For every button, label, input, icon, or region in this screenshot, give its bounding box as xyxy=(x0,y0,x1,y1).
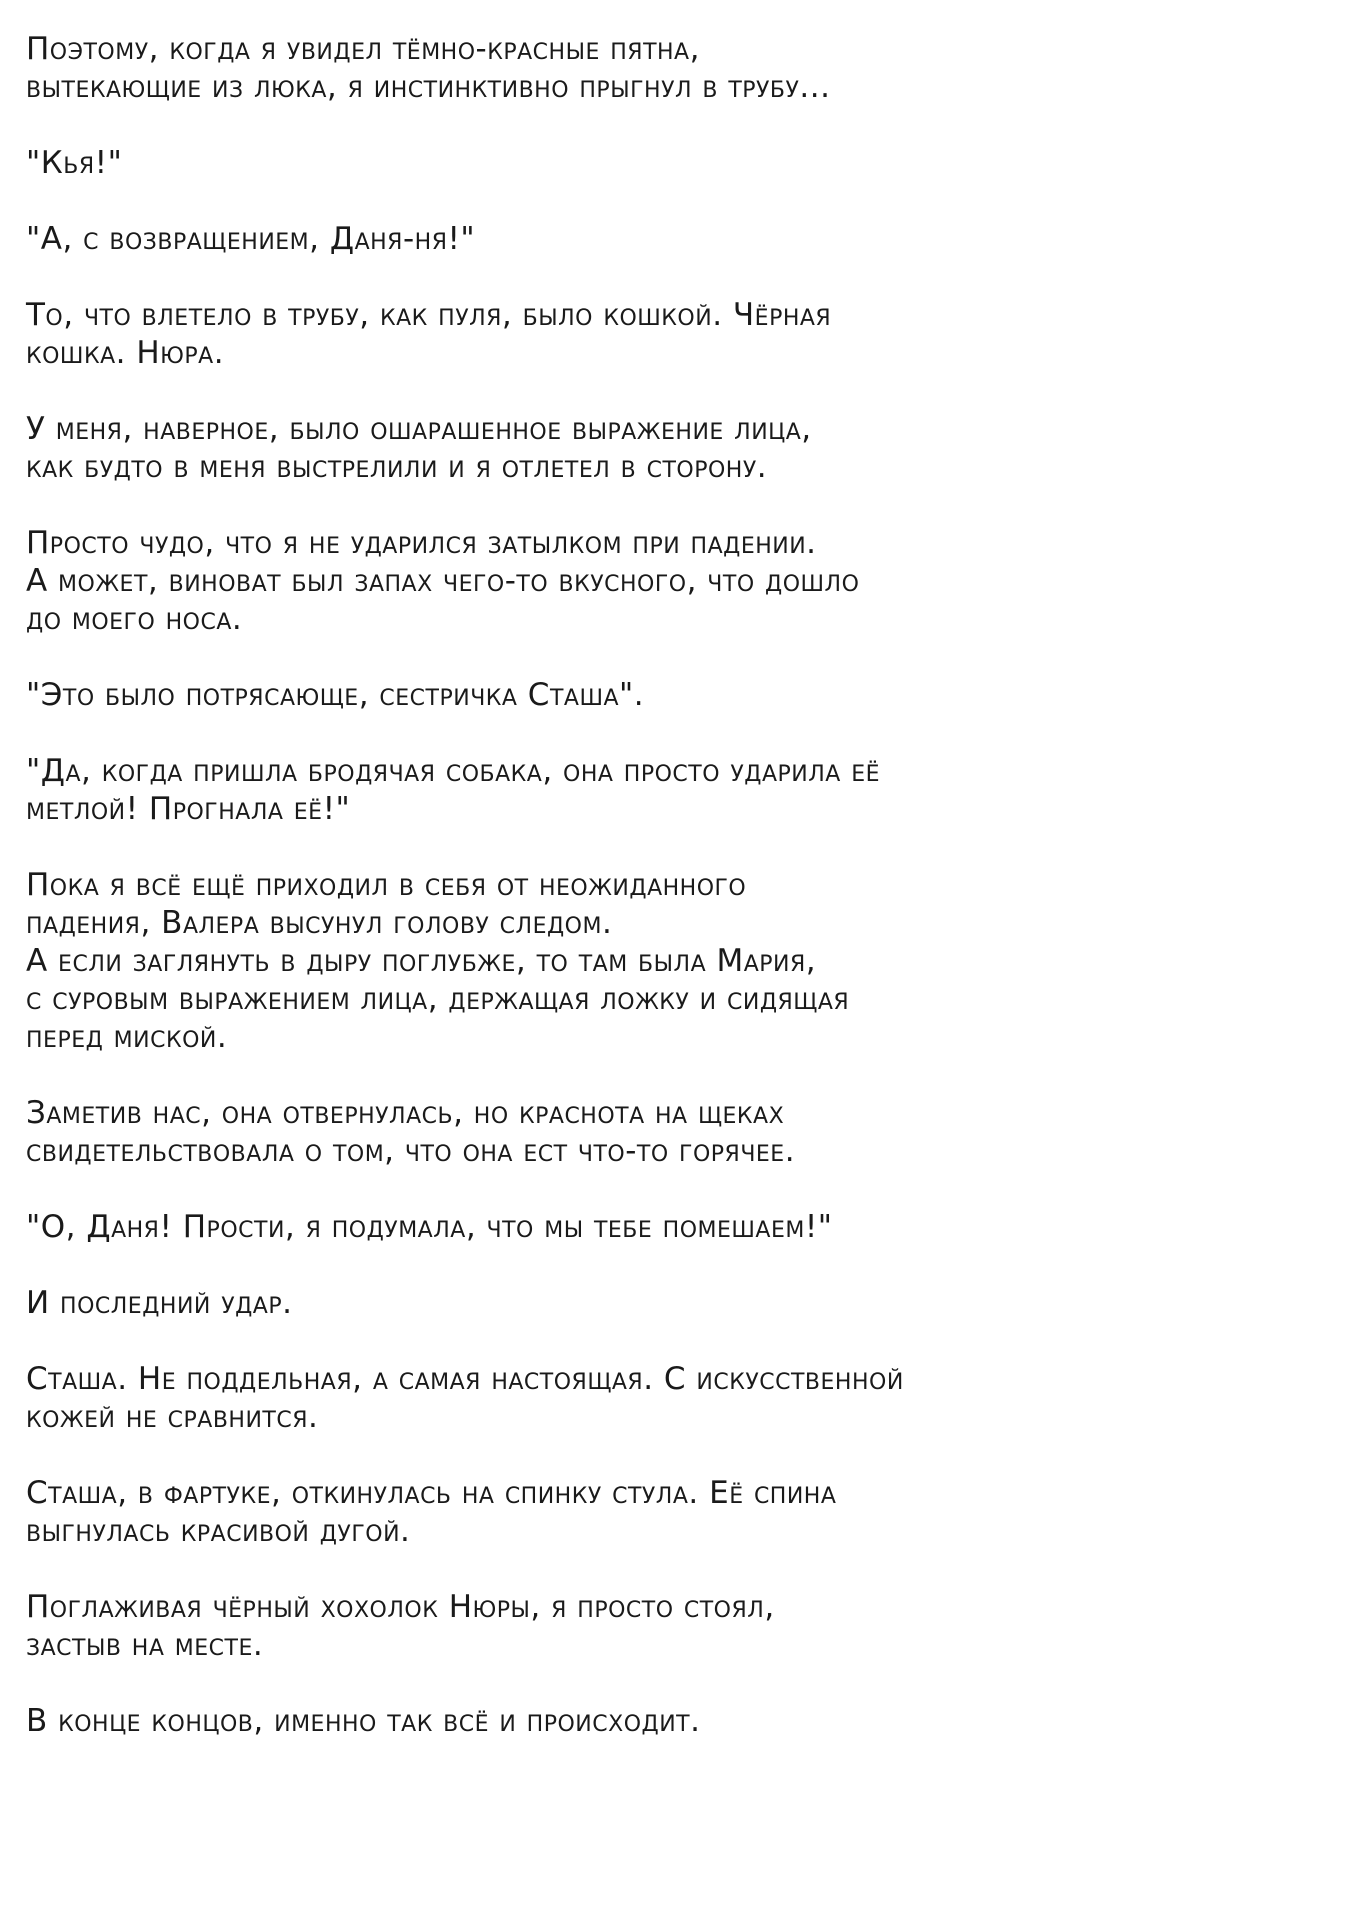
text-line: "О, Даня! Прости, я подумала, что мы тебе помешаем!" xyxy=(26,1209,833,1245)
text-line: А может, виноват был запах чего-то вкусного, что дошло xyxy=(26,563,860,599)
text-line: "Кья!" xyxy=(26,145,123,181)
paragraph-12 xyxy=(26,1284,1326,1322)
text-body xyxy=(26,30,1326,1778)
text-line: застыв на месте. xyxy=(26,1627,264,1663)
text-line: И последний удар. xyxy=(26,1285,293,1321)
paragraph-13 xyxy=(26,1360,1326,1436)
paragraph-10 xyxy=(26,1094,1326,1170)
text-line: перед миской. xyxy=(26,1019,228,1055)
text-line: Поглаживая чёрный хохолок Нюры, я просто стоял, xyxy=(26,1589,775,1625)
paragraph-15 xyxy=(26,1588,1326,1664)
text-line: Сташа. Не поддельная, а самая настоящая. С искусственной xyxy=(26,1361,904,1397)
text-line: Сташа, в фартуке, откинулась на спинку стула. Её спина xyxy=(26,1475,837,1511)
paragraph-5 xyxy=(26,410,1326,486)
text-line: То, что влетело в трубу, как пуля, было кошкой. Чёрная xyxy=(26,297,832,333)
text-line: как будто в меня выстрелили и я отлетел в сторону. xyxy=(26,449,768,485)
paragraph-1 xyxy=(26,30,1326,106)
text-line: Поэтому, когда я увидел тёмно-красные пятна, xyxy=(26,31,700,67)
paragraph-14 xyxy=(26,1474,1326,1550)
text-line: "Это было потрясающе, сестричка Сташа". xyxy=(26,677,645,713)
paragraph-16 xyxy=(26,1702,1326,1740)
text-line: с суровым выражением лица, держащая ложку и сидящая xyxy=(26,981,850,1017)
text-line: падения, Валера высунул голову следом. xyxy=(26,905,613,941)
paragraph-11 xyxy=(26,1208,1326,1246)
paragraph-2 xyxy=(26,144,1326,182)
paragraph-9 xyxy=(26,866,1326,1056)
text-line: Заметив нас, она отвернулась, но краснота на щеках xyxy=(26,1095,785,1131)
text-line: свидетельствовала о том, что она ест что-то горячее. xyxy=(26,1133,796,1169)
text-line: до моего носа. xyxy=(26,601,243,637)
paragraph-7 xyxy=(26,676,1326,714)
text-line: Просто чудо, что я не ударился затылком при падении. xyxy=(26,525,817,561)
text-line: метлой! Прогнала её!" xyxy=(26,791,351,827)
text-line: кожей не сравнится. xyxy=(26,1399,319,1435)
text-line: вытекающие из люка, я инстинктивно прыгнул в трубу... xyxy=(26,69,831,105)
text-line: А если заглянуть в дыру поглубже, то там была Мария, xyxy=(26,943,817,979)
text-line: В конце концов, именно так всё и происходит. xyxy=(26,1703,701,1739)
text-line: "Да, когда пришла бродячая собака, она просто ударила её xyxy=(26,753,881,789)
text-line: кошка. Нюра. xyxy=(26,335,225,371)
text-line: "А, с возвращением, Даня-ня!" xyxy=(26,221,476,257)
text-line: У меня, наверное, было ошарашенное выражение лица, xyxy=(26,411,812,447)
paragraph-8 xyxy=(26,752,1326,828)
paragraph-3 xyxy=(26,220,1326,258)
text-line: выгнулась красивой дугой. xyxy=(26,1513,411,1549)
paragraph-4 xyxy=(26,296,1326,372)
text-line: Пока я всё ещё приходил в себя от неожиданного xyxy=(26,867,747,903)
paragraph-6 xyxy=(26,524,1326,638)
